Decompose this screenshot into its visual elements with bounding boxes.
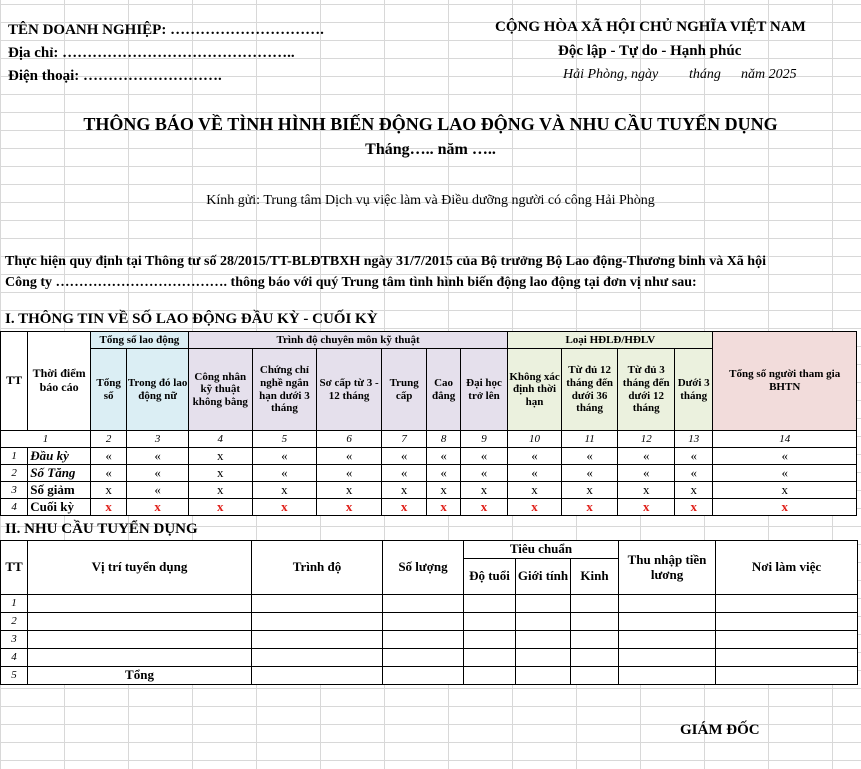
document-title: THÔNG BÁO VỀ TÌNH HÌNH BIẾN ĐỘNG LAO ĐỘNG VÀ NHU CẦU TUYỂN DỤNG <box>83 114 778 134</box>
row-number: 3 <box>1 631 28 649</box>
group-total-labor: Tổng số lao động <box>90 332 188 349</box>
row-number: 3 <box>1 482 28 499</box>
column-number: 10 <box>508 431 562 448</box>
motto: Độc lập - Tự do - Hạnh phúc <box>558 43 742 59</box>
table-cell: x <box>460 482 508 499</box>
table-cell: « <box>508 448 562 465</box>
table-cell: « <box>90 448 126 465</box>
col-3-to-12: Từ đủ 3 tháng đến dưới 12 tháng <box>618 349 675 431</box>
table-cell: x <box>252 499 317 516</box>
table-row <box>1 631 858 649</box>
col-college: Cao đẳng <box>427 349 460 431</box>
table-cell: x <box>561 499 618 516</box>
table-cell: « <box>252 448 317 465</box>
table-cell: x <box>127 499 189 516</box>
section1-title: I. THÔNG TIN VỀ SỐ LAO ĐỘNG ĐẦU KỲ - CUỐI KỲ <box>5 311 378 327</box>
column-number: 8 <box>427 431 460 448</box>
date-place: Hải Phòng, ngày <box>563 67 659 82</box>
total-label: Tổng <box>28 667 252 685</box>
column-number: 11 <box>561 431 618 448</box>
column-number: 7 <box>381 431 426 448</box>
col-total: Tổng số <box>90 349 126 431</box>
table-cell: x <box>508 482 562 499</box>
col-unskilled: Công nhân kỹ thuật không bằng <box>188 349 252 431</box>
column-number: 2 <box>90 431 126 448</box>
table-cell: x <box>317 499 382 516</box>
table-cell: x <box>188 499 252 516</box>
intro-line-2: Công ty ………………………………. thông báo với quý Trung tâm tình hình biến động lao động tại đơn vị như sau: <box>5 275 697 290</box>
col-income: Thu nhập tiền lương <box>619 541 716 595</box>
table-cell: « <box>618 448 675 465</box>
intro-line-1: Thực hiện quy định tại Thông tư số 28/2015/TT-BLĐTBXH ngày 31/7/2015 của Bộ trưởng Bộ Lao động-Thương binh và Xã hội <box>5 254 766 269</box>
column-number: 9 <box>460 431 508 448</box>
row-number: 1 <box>1 448 28 465</box>
table-cell: x <box>188 465 252 482</box>
table-cell: x <box>188 448 252 465</box>
row-number: 4 <box>1 499 28 516</box>
address-line: Địa chỉ: ……………………………………….. <box>8 45 295 61</box>
col2-tt: TT <box>1 541 28 595</box>
table-cell: x <box>508 499 562 516</box>
row-closing <box>1 499 857 516</box>
col-bhtn: Tổng số người tham gia BHTN <box>713 332 857 431</box>
table-cell: x <box>252 482 317 499</box>
table-cell: « <box>427 465 460 482</box>
row-number: 1 <box>1 595 28 613</box>
table-cell: x <box>674 482 712 499</box>
row-label: Đầu kỳ <box>28 448 91 465</box>
table-row <box>1 649 858 667</box>
date-year: năm 2025 <box>741 67 797 82</box>
row-label: Số Tăng <box>28 465 91 482</box>
column-number: 6 <box>317 431 382 448</box>
column-number-row <box>1 431 857 448</box>
col-intermediate: Trung cấp <box>381 349 426 431</box>
table-row <box>1 613 858 631</box>
table-cell: « <box>427 448 460 465</box>
table-cell: « <box>127 482 189 499</box>
table-cell: « <box>674 465 712 482</box>
signature-title: GIÁM ĐỐC <box>680 722 760 738</box>
table-cell: « <box>508 465 562 482</box>
table-cell: « <box>252 465 317 482</box>
table-cell: « <box>90 465 126 482</box>
col-report-time: Thời điểm báo cáo <box>28 332 91 431</box>
table-cell: x <box>618 499 675 516</box>
row-number: 2 <box>1 613 28 631</box>
row-label: Số giảm <box>28 482 91 499</box>
table-cell: x <box>317 482 382 499</box>
column-number: 13 <box>674 431 712 448</box>
row-number: 4 <box>1 649 28 667</box>
table-cell: « <box>460 465 508 482</box>
column-number: 14 <box>713 431 857 448</box>
col-12-to-36: Từ đủ 12 tháng đến dưới 36 tháng <box>561 349 618 431</box>
table-cell: « <box>561 465 618 482</box>
row-number: 2 <box>1 465 28 482</box>
labor-table <box>0 331 857 516</box>
table-cell: « <box>561 448 618 465</box>
table-cell: « <box>674 448 712 465</box>
col-tt: TT <box>1 332 28 431</box>
table-cell: x <box>561 482 618 499</box>
table-cell: « <box>127 465 189 482</box>
col-level: Trình độ <box>252 541 383 595</box>
date-month: tháng <box>689 67 721 82</box>
group-criteria: Tiêu chuẩn <box>464 541 619 559</box>
col-quantity: Số lượng <box>383 541 464 595</box>
table-row <box>1 595 858 613</box>
col-position: Vị trí tuyển dụng <box>28 541 252 595</box>
column-number: 1 <box>1 431 91 448</box>
table-cell: « <box>618 465 675 482</box>
group-contract-type: Loại HĐLĐ/HĐLV <box>508 332 713 349</box>
col-indefinite: Không xác định thời hạn <box>508 349 562 431</box>
table-cell: « <box>713 448 857 465</box>
col-female: Trong đó lao động nữ <box>127 349 189 431</box>
table-cell: « <box>381 465 426 482</box>
row-label: Cuối kỳ <box>28 499 91 516</box>
total-row <box>1 667 858 685</box>
section2-title: II. NHU CẦU TUYỂN DỤNG <box>5 521 198 537</box>
table-cell: x <box>674 499 712 516</box>
table-cell: x <box>381 499 426 516</box>
phone-line: Điện thoại: ………………………. <box>8 68 222 84</box>
recruitment-table <box>0 540 858 685</box>
column-number: 4 <box>188 431 252 448</box>
col-age: Độ tuổi <box>464 559 516 595</box>
recipient-line: Kính gửi: Trung tâm Dịch vụ việc làm và Điều dưỡng người có công Hải Phòng <box>206 193 655 208</box>
table-cell: « <box>713 465 857 482</box>
col-workplace: Nơi làm việc <box>716 541 858 595</box>
table-cell: x <box>618 482 675 499</box>
table-cell: x <box>188 482 252 499</box>
table-cell: x <box>381 482 426 499</box>
col-university: Đại học trở lên <box>460 349 508 431</box>
row-opening <box>1 448 857 465</box>
table-cell: x <box>713 499 857 516</box>
table-cell: x <box>713 482 857 499</box>
table-cell: « <box>317 448 382 465</box>
col-elementary: Sơ cấp từ 3 - 12 tháng <box>317 349 382 431</box>
column-number: 12 <box>618 431 675 448</box>
group-skill-level: Trình độ chuyên môn kỹ thuật <box>188 332 507 349</box>
table-cell: x <box>90 482 126 499</box>
row-increase <box>1 465 857 482</box>
table-cell: x <box>427 499 460 516</box>
table-cell: « <box>317 465 382 482</box>
table-cell: « <box>127 448 189 465</box>
col-under-3: Dưới 3 tháng <box>674 349 712 431</box>
document-subtitle: Tháng….. năm ….. <box>365 141 496 158</box>
table-cell: x <box>460 499 508 516</box>
col-short-cert: Chứng chỉ nghề ngắn hạn dưới 3 tháng <box>252 349 317 431</box>
col-gender: Giới tính <box>516 559 571 595</box>
row-number: 5 <box>1 667 28 685</box>
table-cell: « <box>460 448 508 465</box>
table-cell: « <box>381 448 426 465</box>
republic-heading: CỘNG HÒA XÃ HỘI CHỦ NGHĨA VIỆT NAM <box>495 19 806 35</box>
column-number: 3 <box>127 431 189 448</box>
row-decrease <box>1 482 857 499</box>
company-name-line: TÊN DOANH NGHIỆP: …………………………. <box>8 22 324 38</box>
table-cell: x <box>427 482 460 499</box>
table-cell: x <box>90 499 126 516</box>
col-experience: Kinh <box>571 559 619 595</box>
column-number: 5 <box>252 431 317 448</box>
